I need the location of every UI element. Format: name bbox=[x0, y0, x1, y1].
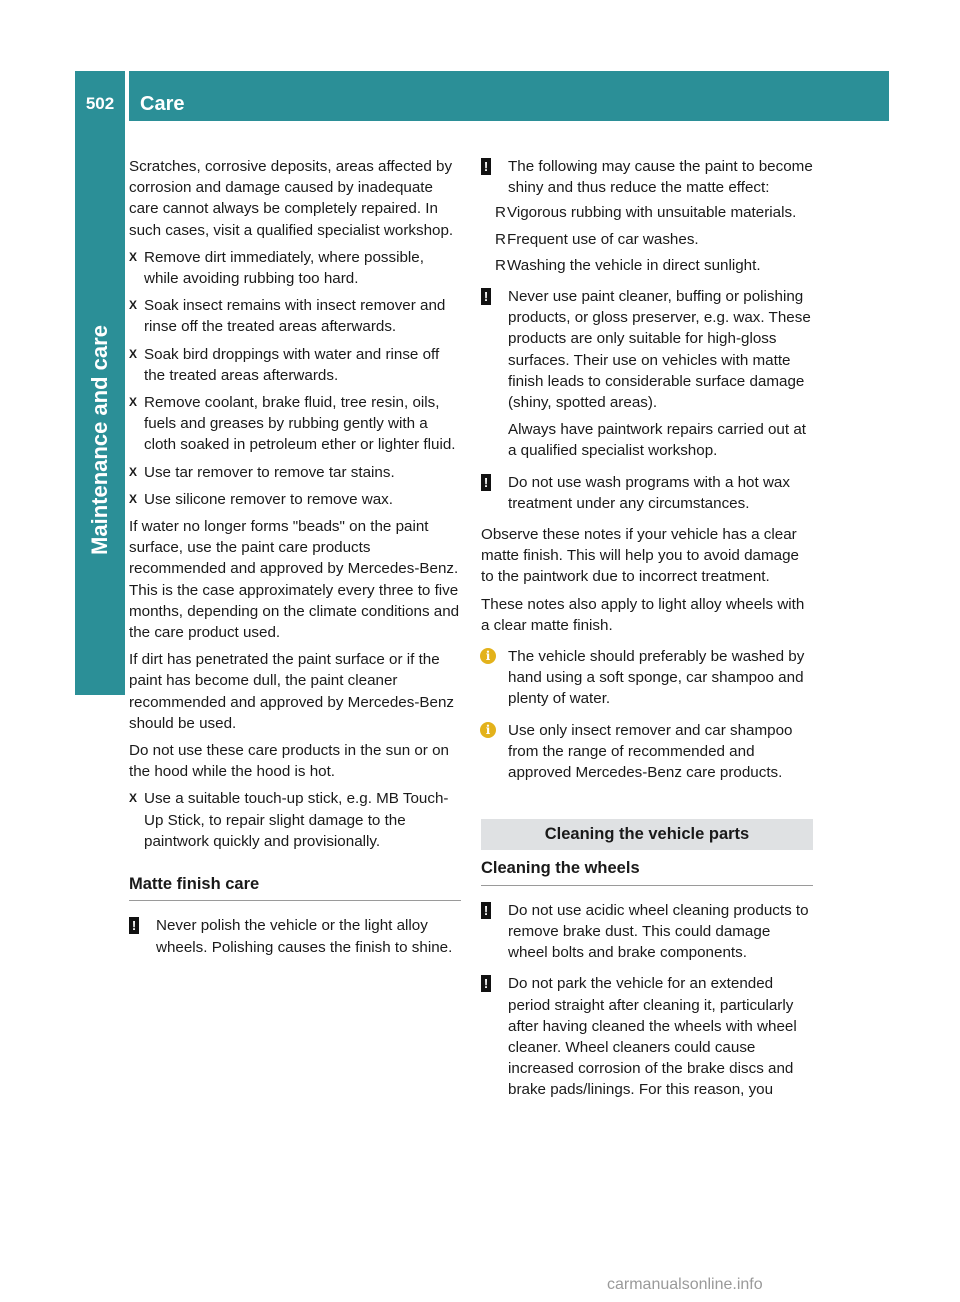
step-arrow-icon: X bbox=[129, 346, 138, 361]
warning-text: Never polish the vehicle or the light alloy wheels. Polishing causes the finish to shine. bbox=[156, 917, 453, 956]
step-arrow-icon: X bbox=[129, 395, 138, 410]
step-item bbox=[129, 247, 461, 289]
bullet-icon: R bbox=[495, 204, 506, 222]
bullet-text: Frequent use of car washes. bbox=[507, 230, 699, 248]
matte-finish-heading: Matte finish care bbox=[129, 874, 461, 901]
step-item bbox=[129, 489, 461, 510]
warning-icon: ! bbox=[481, 975, 491, 992]
step-text: Use tar remover to remove tar stains. bbox=[144, 463, 395, 481]
info-note bbox=[481, 646, 813, 710]
section-title: Cleaning the vehicle parts bbox=[481, 819, 813, 850]
step-item bbox=[129, 344, 461, 386]
bullet-item bbox=[481, 229, 813, 250]
warning-note bbox=[481, 156, 813, 198]
warning-note bbox=[481, 973, 813, 1100]
info-note bbox=[481, 720, 813, 784]
step-arrow-icon: X bbox=[129, 249, 138, 264]
step-text: Use silicone remover to remove wax. bbox=[144, 490, 393, 508]
warning-icon: ! bbox=[481, 902, 491, 919]
warning-text: The following may cause the paint to become shiny and thus reduce the matte effect: bbox=[508, 158, 813, 197]
beads-paragraph: If water no longer forms "beads" on the paint surface, use the paint care products recommended and approved by Mercedes-Benz. This is the case approximately every three to five months, depending on the climate conditions and the care product used. bbox=[129, 518, 460, 642]
warning-icon: ! bbox=[481, 474, 491, 491]
warning-text: Never use paint cleaner, buffing or polishing products, or gloss preserver, e.g. wax. These products are only suitable for high-gloss surfaces. Their use on vehicles with matte finish leads to considerable surface damage (shiny, spotted areas). bbox=[508, 288, 811, 412]
step-item bbox=[129, 462, 461, 483]
step-arrow-icon: X bbox=[129, 791, 138, 806]
page-title: Care bbox=[140, 93, 185, 115]
warning-note bbox=[129, 915, 461, 957]
bullet-icon: R bbox=[495, 256, 506, 274]
warning-text: Do not use wash programs with a hot wax treatment under any circumstances. bbox=[508, 473, 790, 512]
left-column bbox=[129, 156, 461, 968]
info-text: The vehicle should preferably be washed by hand using a soft sponge, car shampoo and plenty of water. bbox=[508, 648, 805, 708]
warning-icon: ! bbox=[129, 917, 139, 934]
step-arrow-icon: X bbox=[129, 464, 138, 479]
sun-paragraph: Do not use these care products in the sun or on the hood while the hood is hot. bbox=[129, 742, 449, 781]
warning-text: Do not park the vehicle for an extended period straight after cleaning it, particularly after having cleaned the wheels with wheel cleaner. Wheel cleaners could cause increased corrosion of the brake discs and brake pads/linings. For this reason, you bbox=[508, 975, 797, 1099]
step-arrow-icon: X bbox=[129, 491, 138, 506]
right-column bbox=[481, 156, 813, 1111]
info-text: Use only insect remover and car shampoo from the range of recommended and approved Mercedes-Benz care products. bbox=[508, 721, 793, 782]
info-icon: i bbox=[480, 722, 496, 738]
warning-note bbox=[481, 472, 813, 514]
step-text: Soak bird droppings with water and rinse off the treated areas afterwards. bbox=[144, 345, 440, 384]
step-item bbox=[129, 788, 461, 852]
step-text: Remove dirt immediately, where possible, while avoiding rubbing too hard. bbox=[144, 248, 424, 288]
step-item bbox=[129, 295, 461, 337]
warning-note bbox=[481, 900, 813, 964]
step-text: Use a suitable touch-up stick, e.g. MB Touch-Up Stick, to repair slight damage to the paintwork quickly and provisionally. bbox=[144, 790, 449, 850]
warning-icon: ! bbox=[481, 158, 491, 175]
step-text: Soak insect remains with insect remover and rinse off the treated areas afterwards. bbox=[144, 297, 446, 336]
dull-paint-paragraph: If dirt has penetrated the paint surface or if the paint has become dull, the paint cleaner recommended and approved by Mercedes-Benz should be used. bbox=[129, 651, 455, 732]
warning-extra-text: Always have paintwork repairs carried out at a qualified specialist workshop. bbox=[508, 421, 806, 460]
watermark: carmanualsonline.info bbox=[607, 1276, 763, 1293]
page-number: 502 bbox=[85, 94, 115, 113]
intro-paragraph: Scratches, corrosive deposits, areas affected by corrosion and damage caused by inadequate care cannot always be completely repaired. In such cases, visit a qualified specialist workshop. bbox=[129, 158, 454, 239]
header-bar bbox=[75, 71, 889, 121]
alloy-paragraph: These notes also apply to light alloy wheels with a clear matte finish. bbox=[481, 595, 805, 634]
observe-paragraph: Observe these notes if your vehicle has a clear matte finish. This will help you to avoid damage to the paintwork due to incorrect treatment. bbox=[481, 526, 799, 586]
bullet-item bbox=[481, 255, 813, 276]
info-icon: i bbox=[480, 648, 496, 664]
side-tab-label: Maintenance and care bbox=[87, 325, 112, 555]
warning-note bbox=[481, 286, 813, 462]
bullet-icon: R bbox=[495, 230, 506, 248]
step-item bbox=[129, 392, 461, 456]
warning-icon: ! bbox=[481, 288, 491, 305]
warning-text: Do not use acidic wheel cleaning products to remove brake dust. This could damage wheel bolts and brake components. bbox=[508, 901, 809, 962]
wheels-heading: Cleaning the wheels bbox=[481, 858, 813, 885]
bullet-item bbox=[481, 202, 813, 223]
bullet-text: Washing the vehicle in direct sunlight. bbox=[507, 256, 761, 274]
step-arrow-icon: X bbox=[129, 298, 138, 313]
header-divider bbox=[125, 71, 129, 121]
step-text: Remove coolant, brake fluid, tree resin, oils, fuels and greases by rubbing gently with a cloth soaked in petroleum ether or lighter fluid. bbox=[144, 394, 456, 454]
bullet-text: Vigorous rubbing with unsuitable materials. bbox=[507, 204, 797, 222]
